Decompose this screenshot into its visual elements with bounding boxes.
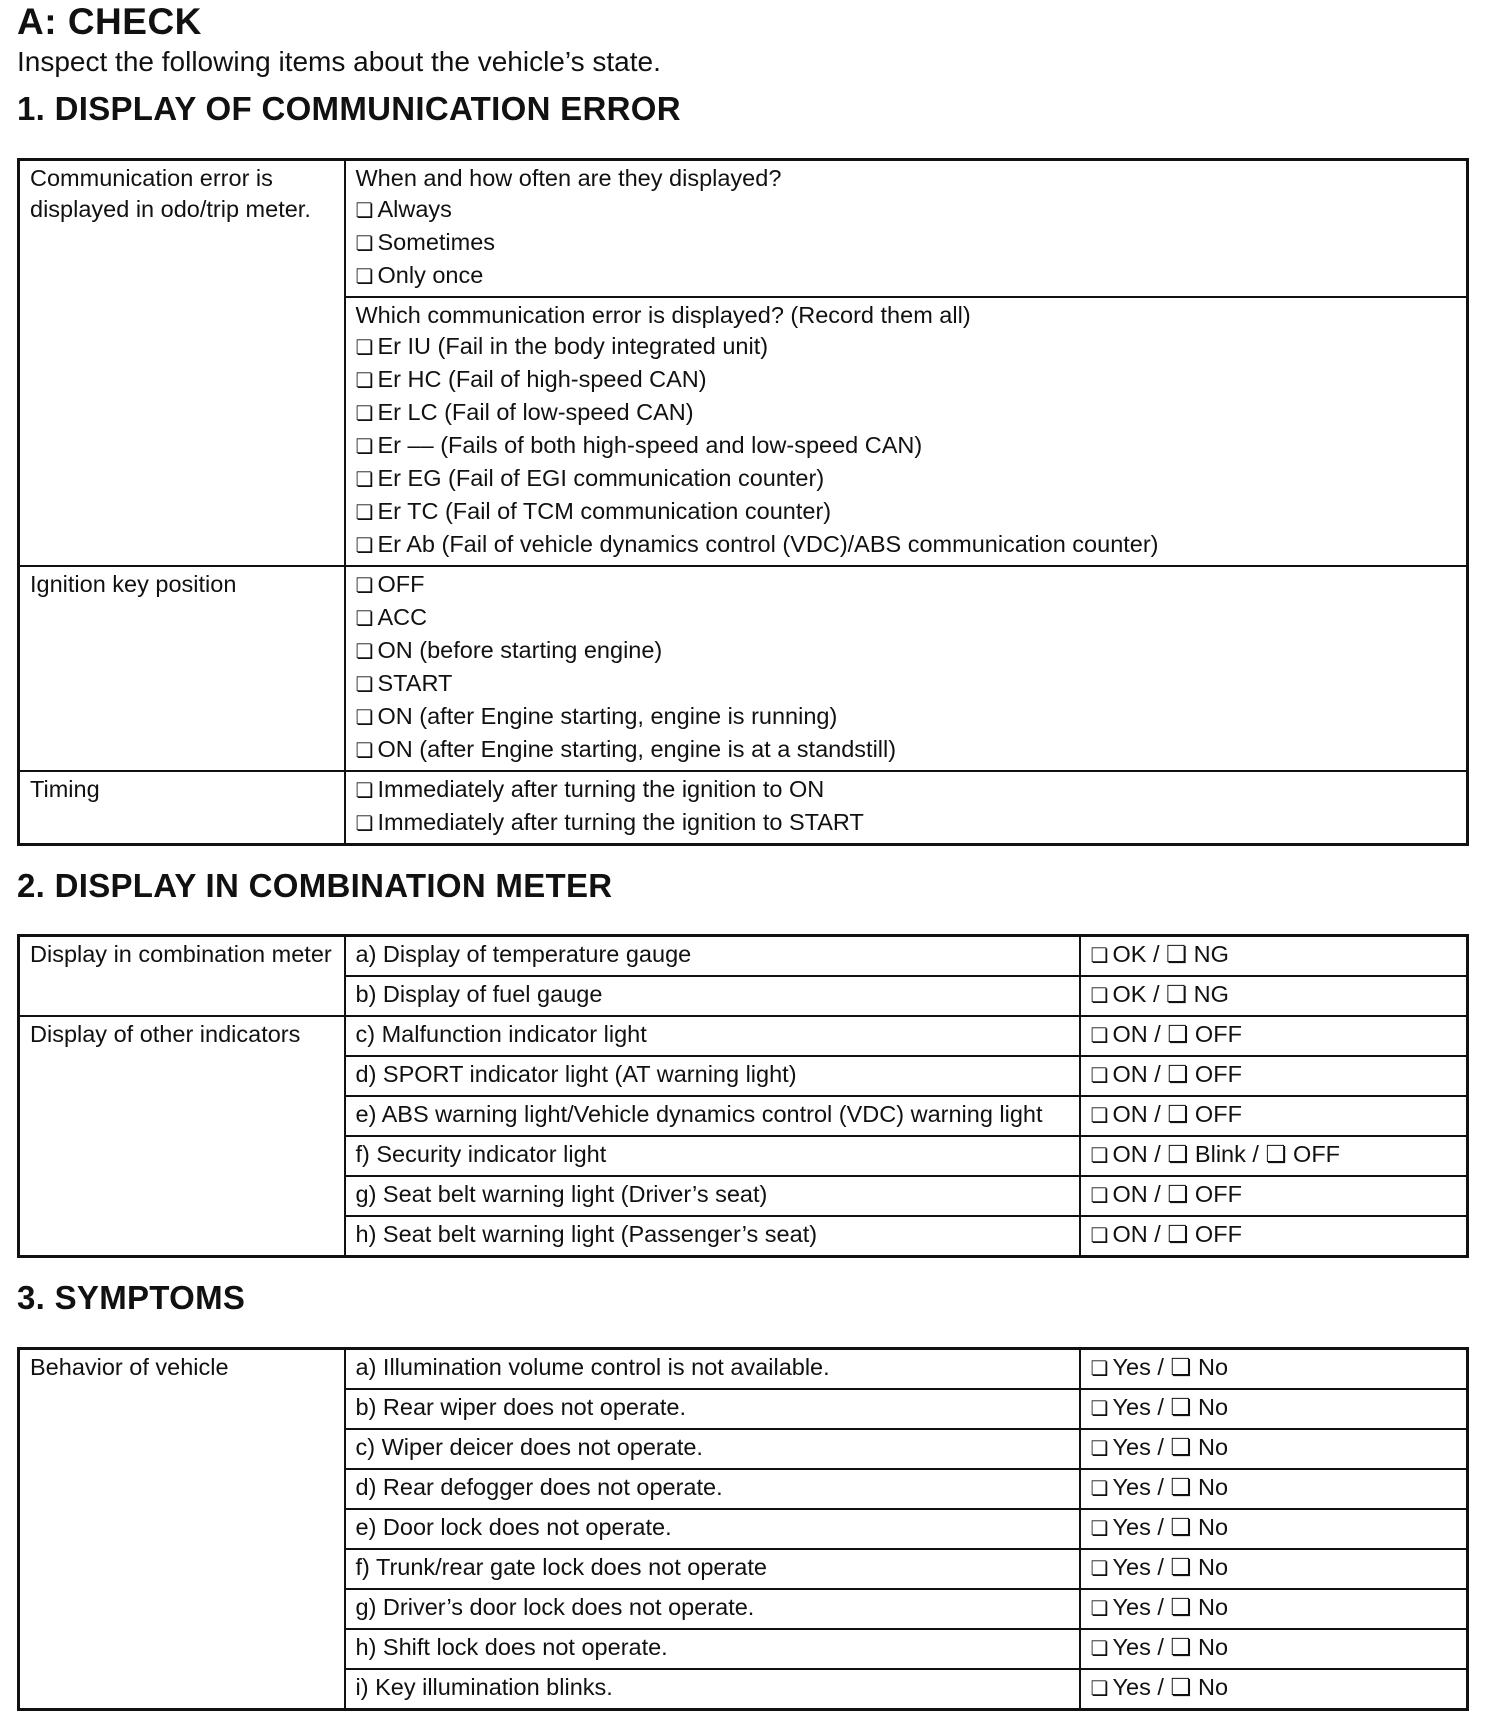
option-value: ON / ❏ OFF bbox=[1112, 1021, 1242, 1047]
checkbox-icon[interactable]: ❏ bbox=[355, 403, 374, 425]
section3-title: 3. SYMPTOMS bbox=[17, 1279, 246, 1316]
checkbox-option[interactable] bbox=[356, 496, 1457, 529]
option-label: OFF bbox=[377, 571, 425, 597]
option-cell[interactable] bbox=[1080, 1509, 1468, 1549]
option-label: Er Ab (Fail of vehicle dynamics control (VDC)/ABS communication counter) bbox=[377, 531, 1159, 557]
checkbox-icon[interactable]: ❏ bbox=[355, 502, 374, 524]
checkbox-icon[interactable]: ❏ bbox=[355, 575, 374, 597]
option-value: ON / ❏ OFF bbox=[1112, 1221, 1242, 1247]
checkbox-icon[interactable]: ❏ bbox=[355, 641, 374, 663]
combination-meter-table bbox=[17, 934, 1469, 1258]
option-value: Yes / ❏ No bbox=[1112, 1554, 1229, 1580]
option-value: Yes / ❏ No bbox=[1112, 1594, 1229, 1620]
option-cell[interactable] bbox=[1080, 1056, 1468, 1096]
option-value: ON / ❏ OFF bbox=[1112, 1181, 1242, 1207]
option-label: Er IU (Fail in the body integrated unit) bbox=[377, 333, 769, 359]
checkbox-icon[interactable]: ❏ bbox=[355, 780, 374, 802]
item-label: f) Trunk/rear gate lock does not operate bbox=[345, 1549, 1080, 1589]
item-label: b) Display of fuel gauge bbox=[345, 976, 1080, 1016]
option-label: Only once bbox=[377, 262, 484, 288]
option-label: ON (before starting engine) bbox=[377, 637, 663, 663]
option-label: ACC bbox=[377, 604, 428, 630]
option-cell[interactable] bbox=[1080, 1549, 1468, 1589]
option-label: ON (after Engine starting, engine is at a standstill) bbox=[377, 736, 897, 762]
ignition-cell bbox=[345, 566, 1468, 771]
option-label: ON (after Engine starting, engine is running) bbox=[377, 703, 838, 729]
checkbox-option[interactable] bbox=[356, 635, 1457, 668]
option-value: Yes / ❏ No bbox=[1112, 1474, 1229, 1500]
table-row bbox=[19, 1016, 1468, 1056]
checkbox-icon[interactable]: ❏ bbox=[1090, 1518, 1109, 1540]
section2-title: 2. DISPLAY IN COMBINATION METER bbox=[17, 867, 613, 904]
checkbox-option[interactable] bbox=[356, 227, 1457, 260]
checkbox-icon[interactable]: ❏ bbox=[1090, 1398, 1109, 1420]
check-document bbox=[17, 0, 1469, 1711]
option-label: START bbox=[377, 670, 453, 696]
option-label: Er EG (Fail of EGI communication counter) bbox=[377, 465, 825, 491]
option-label: Er LC (Fail of low-speed CAN) bbox=[377, 399, 694, 425]
checkbox-icon[interactable]: ❏ bbox=[1090, 1678, 1109, 1700]
item-label: e) Door lock does not operate. bbox=[345, 1509, 1080, 1549]
checkbox-option[interactable] bbox=[356, 397, 1457, 430]
option-cell[interactable] bbox=[1080, 1469, 1468, 1509]
checkbox-icon[interactable]: ❏ bbox=[355, 608, 374, 630]
option-label: Er HC (Fail of high-speed CAN) bbox=[377, 366, 707, 392]
group-label: Display in combination meter bbox=[19, 936, 345, 1017]
option-value: Yes / ❏ No bbox=[1112, 1514, 1229, 1540]
error-type-cell bbox=[345, 297, 1468, 566]
checkbox-option[interactable] bbox=[356, 331, 1457, 364]
frequency-cell bbox=[345, 160, 1468, 298]
checkbox-icon[interactable]: ❏ bbox=[1090, 1145, 1109, 1167]
item-label: i) Key illumination blinks. bbox=[345, 1669, 1080, 1710]
item-label: b) Rear wiper does not operate. bbox=[345, 1389, 1080, 1429]
option-value: ON / ❏ OFF bbox=[1112, 1101, 1242, 1127]
checkbox-icon[interactable]: ❏ bbox=[355, 469, 374, 491]
checkbox-icon[interactable]: ❏ bbox=[355, 813, 374, 835]
checkbox-icon[interactable]: ❏ bbox=[1090, 1025, 1109, 1047]
option-cell[interactable] bbox=[1080, 1429, 1468, 1469]
option-cell[interactable] bbox=[1080, 976, 1468, 1016]
checkbox-icon[interactable]: ❏ bbox=[1090, 1225, 1109, 1247]
frequency-options bbox=[356, 194, 1457, 293]
section1-title: 1. DISPLAY OF COMMUNICATION ERROR bbox=[17, 90, 681, 127]
option-label: Immediately after turning the ignition to ON bbox=[377, 776, 825, 802]
table-row bbox=[19, 1349, 1468, 1390]
option-value: Yes / ❏ No bbox=[1112, 1394, 1229, 1420]
checkbox-icon[interactable]: ❏ bbox=[1090, 945, 1109, 967]
communication-error-table bbox=[17, 158, 1469, 846]
checkbox-option[interactable] bbox=[356, 668, 1457, 701]
option-cell[interactable] bbox=[1080, 1216, 1468, 1257]
option-cell[interactable] bbox=[1080, 936, 1468, 977]
option-label: Sometimes bbox=[377, 229, 496, 255]
item-label: d) SPORT indicator light (AT warning light) bbox=[345, 1056, 1080, 1096]
item-label: f) Security indicator light bbox=[345, 1136, 1080, 1176]
checkbox-option[interactable] bbox=[356, 260, 1457, 293]
timing-cell bbox=[345, 771, 1468, 845]
item-label: d) Rear defogger does not operate. bbox=[345, 1469, 1080, 1509]
item-label: h) Shift lock does not operate. bbox=[345, 1629, 1080, 1669]
item-label: h) Seat belt warning light (Passenger’s seat) bbox=[345, 1216, 1080, 1257]
checkbox-icon[interactable]: ❏ bbox=[355, 436, 374, 458]
item-label: g) Driver’s door lock does not operate. bbox=[345, 1589, 1080, 1629]
checkbox-option[interactable] bbox=[356, 734, 1457, 767]
option-cell[interactable] bbox=[1080, 1629, 1468, 1669]
option-value: ON / ❏ OFF bbox=[1112, 1061, 1242, 1087]
checkbox-icon[interactable]: ❏ bbox=[355, 370, 374, 392]
item-label: g) Seat belt warning light (Driver’s seat) bbox=[345, 1176, 1080, 1216]
checkbox-option[interactable] bbox=[356, 774, 1457, 807]
item-label: a) Display of temperature gauge bbox=[345, 936, 1080, 977]
checkbox-icon[interactable]: ❏ bbox=[1090, 1358, 1109, 1380]
checkbox-icon[interactable]: ❏ bbox=[1090, 1478, 1109, 1500]
frequency-question: When and how often are they displayed? bbox=[355, 165, 782, 191]
option-cell[interactable] bbox=[1080, 1136, 1468, 1176]
option-value: Yes / ❏ No bbox=[1112, 1634, 1229, 1660]
checkbox-icon[interactable]: ❏ bbox=[355, 674, 374, 696]
checkbox-icon[interactable]: ❏ bbox=[1090, 1065, 1109, 1087]
page-title: A: CHECK bbox=[17, 1, 202, 42]
checkbox-option[interactable] bbox=[356, 364, 1457, 397]
checkbox-option[interactable] bbox=[356, 602, 1457, 635]
option-cell[interactable] bbox=[1080, 1016, 1468, 1056]
option-value: ON / ❏ Blink / ❏ OFF bbox=[1112, 1141, 1341, 1167]
option-value: Yes / ❏ No bbox=[1112, 1674, 1229, 1700]
option-value: Yes / ❏ No bbox=[1112, 1354, 1229, 1380]
timing-options bbox=[356, 774, 1457, 840]
intro-text: Inspect the following items about the vehicle’s state. bbox=[17, 46, 661, 77]
option-cell[interactable] bbox=[1080, 1096, 1468, 1136]
checkbox-icon[interactable]: ❏ bbox=[1090, 985, 1109, 1007]
checkbox-option[interactable] bbox=[356, 569, 1457, 602]
ignition-options bbox=[356, 569, 1457, 767]
error-options bbox=[356, 331, 1457, 562]
option-label: Er TC (Fail of TCM communication counter) bbox=[377, 498, 832, 524]
checkbox-option[interactable] bbox=[356, 430, 1457, 463]
item-label: c) Malfunction indicator light bbox=[345, 1016, 1080, 1056]
checkbox-icon[interactable]: ❏ bbox=[1090, 1638, 1109, 1660]
option-value: OK / ❏ NG bbox=[1112, 941, 1229, 967]
option-cell[interactable] bbox=[1080, 1389, 1468, 1429]
option-cell[interactable] bbox=[1080, 1349, 1468, 1390]
item-label: a) Illumination volume control is not available. bbox=[345, 1349, 1080, 1390]
error-question: Which communication error is displayed? (Record them all) bbox=[355, 302, 971, 328]
group-label: Display of other indicators bbox=[19, 1016, 345, 1257]
row-label-ignition: Ignition key position bbox=[19, 566, 345, 771]
checkbox-option[interactable] bbox=[356, 529, 1457, 562]
checkbox-icon[interactable]: ❏ bbox=[1090, 1105, 1109, 1127]
item-label: e) ABS warning light/Vehicle dynamics control (VDC) warning light bbox=[345, 1096, 1080, 1136]
option-cell[interactable] bbox=[1080, 1589, 1468, 1629]
checkbox-icon[interactable]: ❏ bbox=[355, 740, 374, 762]
checkbox-icon[interactable]: ❏ bbox=[355, 337, 374, 359]
row-label-timing: Timing bbox=[19, 771, 345, 845]
option-label: Er –– (Fails of both high-speed and low-speed CAN) bbox=[377, 432, 923, 458]
symptoms-table bbox=[17, 1347, 1469, 1711]
option-label: Immediately after turning the ignition to START bbox=[377, 809, 864, 835]
item-label: c) Wiper deicer does not operate. bbox=[345, 1429, 1080, 1469]
checkbox-icon[interactable]: ❏ bbox=[1090, 1558, 1109, 1580]
checkbox-option[interactable] bbox=[356, 194, 1457, 227]
checkbox-option[interactable] bbox=[356, 463, 1457, 496]
table-row bbox=[19, 936, 1468, 977]
checkbox-icon[interactable]: ❏ bbox=[355, 707, 374, 729]
checkbox-icon[interactable]: ❏ bbox=[1090, 1185, 1109, 1207]
row-label-comm-error: Communication error is displayed in odo/trip meter. bbox=[19, 160, 345, 567]
group-label: Behavior of vehicle bbox=[19, 1349, 345, 1710]
option-value: OK / ❏ NG bbox=[1112, 981, 1229, 1007]
option-label: Always bbox=[377, 196, 452, 222]
option-cell[interactable] bbox=[1080, 1669, 1468, 1710]
checkbox-option[interactable] bbox=[356, 701, 1457, 734]
option-value: Yes / ❏ No bbox=[1112, 1434, 1229, 1460]
checkbox-icon[interactable]: ❏ bbox=[355, 535, 374, 557]
option-cell[interactable] bbox=[1080, 1176, 1468, 1216]
checkbox-icon[interactable]: ❏ bbox=[1090, 1438, 1109, 1460]
checkbox-icon[interactable]: ❏ bbox=[1090, 1598, 1109, 1620]
checkbox-icon[interactable]: ❏ bbox=[355, 233, 374, 255]
checkbox-option[interactable] bbox=[356, 807, 1457, 840]
checkbox-icon[interactable]: ❏ bbox=[355, 200, 374, 222]
checkbox-icon[interactable]: ❏ bbox=[355, 266, 374, 288]
